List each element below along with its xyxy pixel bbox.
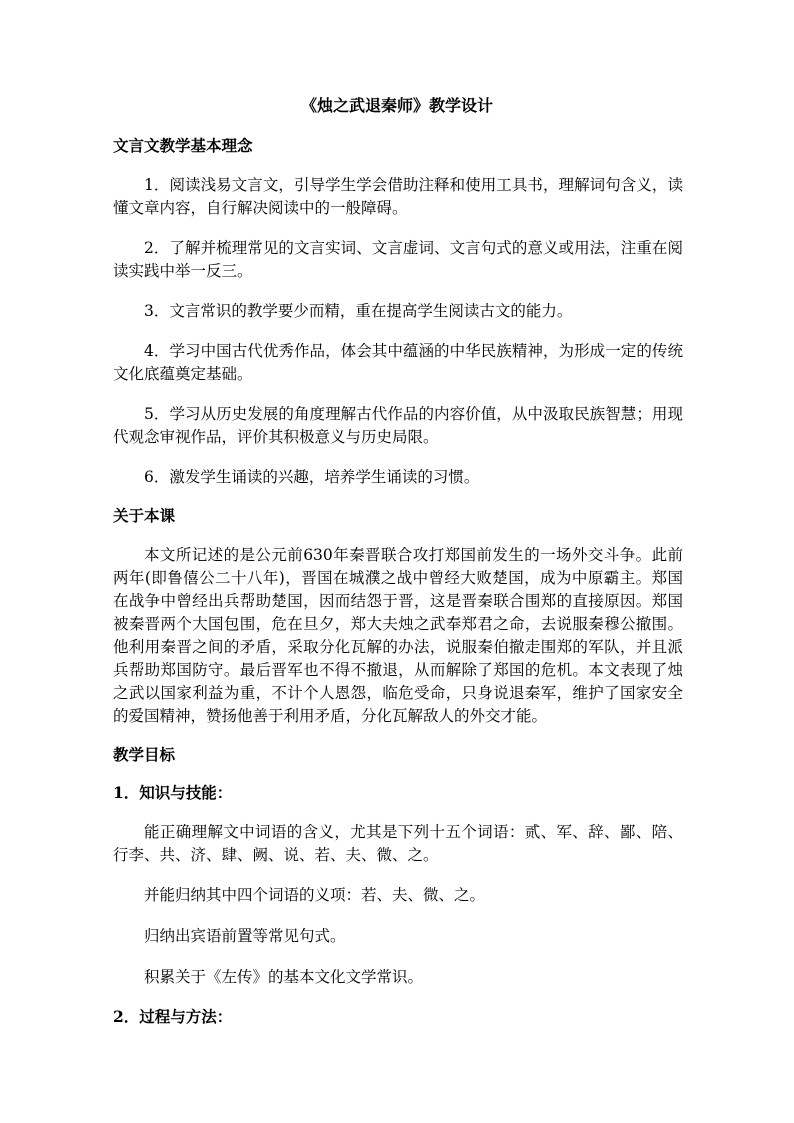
- philosophy-item-1: 1．阅读浅易文言文，引导学生学会借助注释和使用工具书，理解词句含义，读懂文章内容，自行解决阅读中的一般障碍。: [113, 176, 683, 217]
- section-teaching-philosophy: [113, 136, 683, 489]
- section-about-lesson: [113, 506, 683, 728]
- about-lesson-paragraph: 本文所记述的是公元前630年秦晋联合攻打郑国前发生的一场外交斗争。此前两年(即鲁僖公二十八年)，晋国在城濮之战中曾经大败楚国，成为中原霸主。郑国在战争中曾经出兵帮助楚国，因而结怨于晋，这是晋秦联合围郑的直接原因。郑国被秦晋两个大国包围，危在旦夕，郑大夫烛之武奉郑君之命，去说服秦穆公撤围。他利用秦晋之间的矛盾，采取分化瓦解的办法，说服秦伯撤走围郑的军队，并且派兵帮助郑国防守。最后晋军也不得不撤退，从而解除了郑国的危机。本文表现了烛之武以国家利益为重，不计个人恩怨，临危受命，只身说退秦军，维护了国家安全的爱国精神，赞扬他善于利用矛盾，分化瓦解敌人的外交才能。: [113, 546, 683, 725]
- subheading-process-methods: 2．过程与方法：: [113, 1007, 233, 1026]
- section-heading-about-lesson: 关于本课: [113, 506, 176, 525]
- knowledge-paragraph-3: 归纳出宾语前置等常见句式。: [144, 927, 346, 945]
- section-heading-teaching-philosophy: 文言文教学基本理念: [113, 136, 253, 155]
- document-title: 《烛之武退秦师》教学设计: [300, 96, 493, 115]
- subheading-knowledge-skills: 1．知识与技能：: [113, 783, 233, 802]
- philosophy-item-3: 3．文言常识的教学要少而精，重在提高学生阅读古文的能力。: [144, 302, 573, 320]
- section-teaching-goals: [113, 745, 683, 1027]
- philosophy-item-2: 2．了解并梳理常见的文言实词、文言虚词、文言句式的意义或用法，注重在阅读实践中举一反三。: [113, 239, 683, 280]
- knowledge-paragraph-2: 并能归纳其中四个词语的义项：若、夫、微、之。: [144, 886, 486, 904]
- knowledge-paragraph-1: 能正确理解文中词语的含义，尤其是下列十五个词语：贰、军、辞、鄙、陪、行李、共、济、肆、阙、说、若、夫、微、之。: [113, 823, 683, 864]
- philosophy-item-6: 6．激发学生诵读的兴趣，培养学生诵读的习惯。: [144, 468, 480, 486]
- section-heading-teaching-goals: 教学目标: [113, 745, 176, 764]
- knowledge-paragraph-4: 积累关于《左传》的基本文化文学常识。: [144, 968, 424, 986]
- philosophy-item-4: 4．学习中国古代优秀作品，体会其中蕴涵的中华民族精神，为形成一定的传统文化底蕴奠定基础。: [113, 342, 683, 383]
- document-body: [113, 136, 683, 1045]
- philosophy-item-5: 5．学习从历史发展的角度理解古代作品的内容价值，从中汲取民族智慧；用现代观念审视作品，评价其积极意义与历史局限。: [113, 405, 683, 446]
